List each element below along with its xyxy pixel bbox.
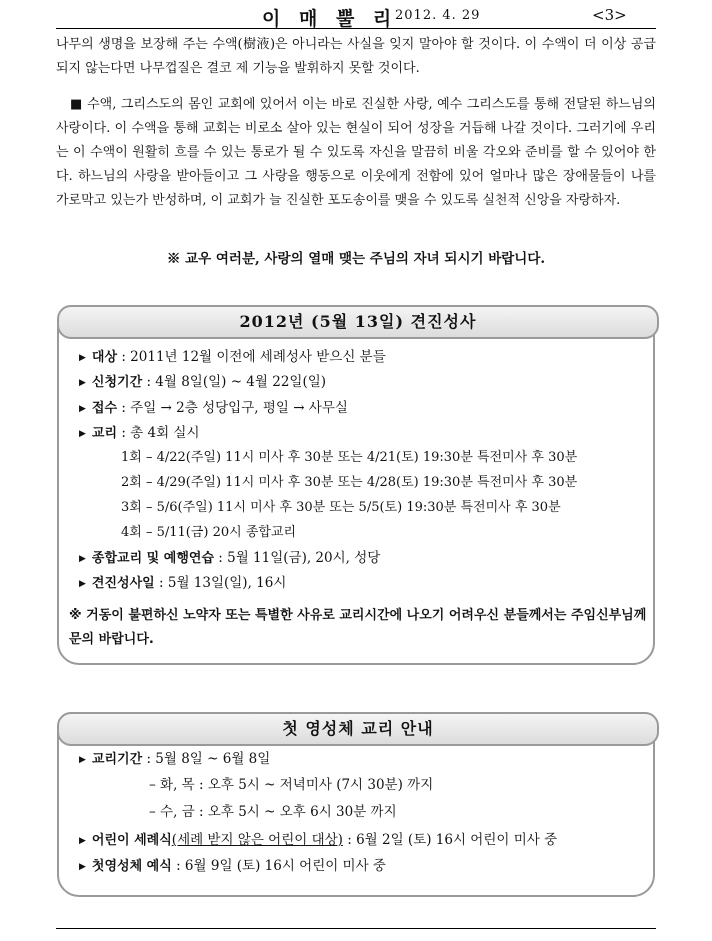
session-item: 4회 – 5/11(금) 20시 종합교리 xyxy=(121,525,297,540)
triangle-bullet-icon: ▶ xyxy=(79,403,86,414)
footer-rule xyxy=(56,928,656,929)
newsletter-title: 이 매 뿔 리 xyxy=(262,8,398,30)
first-communion-box xyxy=(57,712,655,897)
first-communion-title: 첫 영성체 교리 안내 xyxy=(57,712,659,746)
confirmation-note: ※ 거동이 불편하신 노약자 또는 특별한 사유로 교리시간에 나오기 어려우신 분들께서는 주임신부님께 문의 바랍니다. xyxy=(69,608,647,647)
list-item: ▶ 종합교리 및 예행연습 : 5월 11일(금), 20시, 성당 xyxy=(79,546,380,571)
list-item: ▶ 교리기간 : 5월 8일 ~ 6월 8일 xyxy=(79,747,270,772)
issue-date: 2012. 4. 29 xyxy=(395,8,481,23)
blessing-banner: ※ 교우 여러분, 사랑의 열매 맺는 주님의 자녀 되시기 바랍니다. xyxy=(166,251,546,267)
confirmation-box xyxy=(57,305,655,665)
triangle-bullet-icon: ▶ xyxy=(79,578,86,589)
triangle-bullet-icon: ▶ xyxy=(79,553,86,564)
list-item: ▶ 접수 : 주일 → 2층 성당입구, 평일 → 사무실 xyxy=(79,396,348,421)
triangle-bullet-icon: ▶ xyxy=(79,861,86,872)
triangle-bullet-icon: ▶ xyxy=(79,835,86,846)
list-item: ▶ 어린이 세례식(세례 받지 않은 어린이 대상) : 6월 2일 (토) 16시 어린이 미사 중 xyxy=(79,828,557,853)
triangle-bullet-icon: ▶ xyxy=(79,428,86,439)
schedule-item: – 수, 금 : 오후 5시 ~ 오후 6시 30분 까지 xyxy=(149,804,397,820)
page-number: <3> xyxy=(592,6,627,24)
list-item: ▶ 첫영성체 예식 : 6월 9일 (토) 16시 어린이 미사 중 xyxy=(79,854,386,879)
confirmation-title: 2012년 (5월 13일) 견진성사 xyxy=(57,305,659,339)
schedule-item: – 화, 목 : 오후 5시 ~ 저녁미사 (7시 30분) 까지 xyxy=(149,777,434,793)
triangle-bullet-icon: ▶ xyxy=(79,352,86,363)
list-item: ▶ 신청기간 : 4월 8일(일) ~ 4월 22일(일) xyxy=(79,370,326,395)
session-item: 1회 – 4/22(주일) 11시 미사 후 30분 또는 4/21(토) 19:30분 특전미사 후 30분 xyxy=(121,450,578,465)
intro-paragraph-2: ■ 수액, 그리스도의 몸인 교회에 있어서 이는 바로 진실한 사랑, 예수 그리스도를 통해 전달된 하느님의 사랑이다. 이 수액을 통해 교회는 비로소 살아 있는 현실이 되어 성장을 거듭해 나갈 것이다. 그러기에 우리는 이 수액이 원활히 흐를 수 있는 통로가 될 수 있도록 자신을 말끔히 비울 각오와 준비를 할 수 있어야 한다. 하느님의 사랑을 받아들이고 그 사랑을 행동으로 이웃에게 전함에 있어 얼마나 많은 장애물들이 나를 가로막고 있는가 반성하며, 이 교회가 늘 진실한 포도송이를 맺을 수 있도록 실천적 신앙을 자랑하자. xyxy=(56,97,656,208)
triangle-bullet-icon: ▶ xyxy=(79,754,86,765)
list-item: ▶ 교리 : 총 4회 실시 xyxy=(79,421,200,446)
list-item: ▶ 견진성사일 : 5월 13일(일), 16시 xyxy=(79,571,286,596)
triangle-bullet-icon: ▶ xyxy=(79,377,86,388)
intro-paragraph-1: 나무의 생명을 보장해 주는 수액(樹液)은 아니라는 사실을 잊지 말아야 할 것이다. 이 수액이 더 이상 공급되지 않는다면 나무껍질은 결코 제 기능을 발휘하지 못할 것이다. xyxy=(56,37,656,76)
header-rule xyxy=(56,28,656,29)
session-item: 2회 – 4/29(주일) 11시 미사 후 30분 또는 4/28(토) 19:30분 특전미사 후 30분 xyxy=(121,475,578,490)
session-item: 3회 – 5/6(주일) 11시 미사 후 30분 또는 5/5(토) 19:30분 특전미사 후 30분 xyxy=(121,500,561,515)
list-item: ▶ 대상 : 2011년 12월 이전에 세례성사 받으신 분들 xyxy=(79,345,386,370)
